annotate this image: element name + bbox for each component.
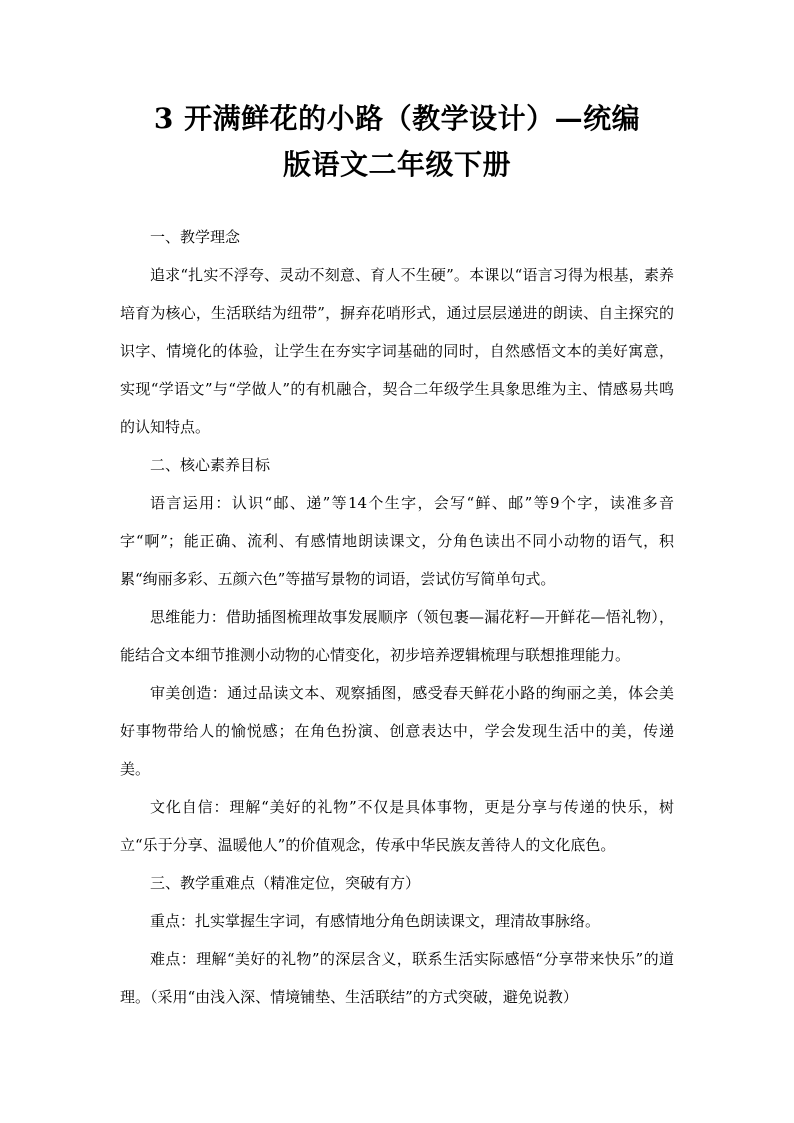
title-line-2: 版语文二年级下册 bbox=[282, 148, 511, 181]
document-body bbox=[120, 218, 674, 1016]
title-line-1: 3 开满鲜花的小路（教学设计）—统编 bbox=[153, 102, 641, 135]
section-heading-core-goals: 二、核心素养目标 bbox=[150, 456, 271, 474]
document-title bbox=[120, 96, 674, 188]
paragraph-difficult-points: 难点：理解“美好的礼物”的深层含义，联系生活实际感悟“分享带来快乐”的道理。（采用“由浅入深、情境铺垫、生活联结”的方式突破，避免说教） bbox=[120, 950, 674, 1006]
section-heading-teaching-philosophy: 一、教学理念 bbox=[150, 228, 241, 246]
paragraph-thinking-ability: 思维能力：借助插图梳理故事发展顺序（领包裹—漏花籽—开鲜花—悟礼物），能结合文本细节推测小动物的心情变化，初步培养逻辑梳理与联想推理能力。 bbox=[120, 608, 674, 664]
paragraph-aesthetic-creation: 审美创造：通过品读文本、观察插图，感受春天鲜花小路的绚丽之美，体会美好事物带给人的愉悦感；在角色扮演、创意表达中，学会发现生活中的美，传递美。 bbox=[120, 684, 674, 778]
paragraph-teaching-philosophy: 追求“扎实不浮夸、灵动不刻意、育人不生硬”。本课以“语言习得为根基，素养培育为核心，生活联结为纽带”，摒弃花哨形式，通过层层递进的朗读、自主探究的识字、情境化的体验，让学生在夯实字词基础的同时，自然感悟文本的美好寓意，实现“学语文”与“学做人”的有机融合，契合二年级学生具象思维为主、情感易共鸣的认知特点。 bbox=[120, 266, 674, 436]
paragraph-language-use: 语言运用：认识“邮、递”等14个生字，会写“鲜、邮”等9个字，读准多音字“啊”；能正确、流利、有感情地朗读课文，分角色读出不同小动物的语气，积累“绚丽多彩、五颜六色”等描写景物的词语，尝试仿写简单句式。 bbox=[120, 494, 674, 588]
paragraph-key-points: 重点：扎实掌握生字词，有感情地分角色朗读课文，理清故事脉络。 bbox=[150, 912, 601, 930]
paragraph-cultural-confidence: 文化自信：理解“美好的礼物”不仅是具体事物，更是分享与传递的快乐，树立“乐于分享、温暖他人”的价值观念，传承中华民族友善待人的文化底色。 bbox=[120, 798, 674, 854]
section-heading-key-difficulties: 三、教学重难点（精准定位，突破有方） bbox=[150, 874, 421, 892]
